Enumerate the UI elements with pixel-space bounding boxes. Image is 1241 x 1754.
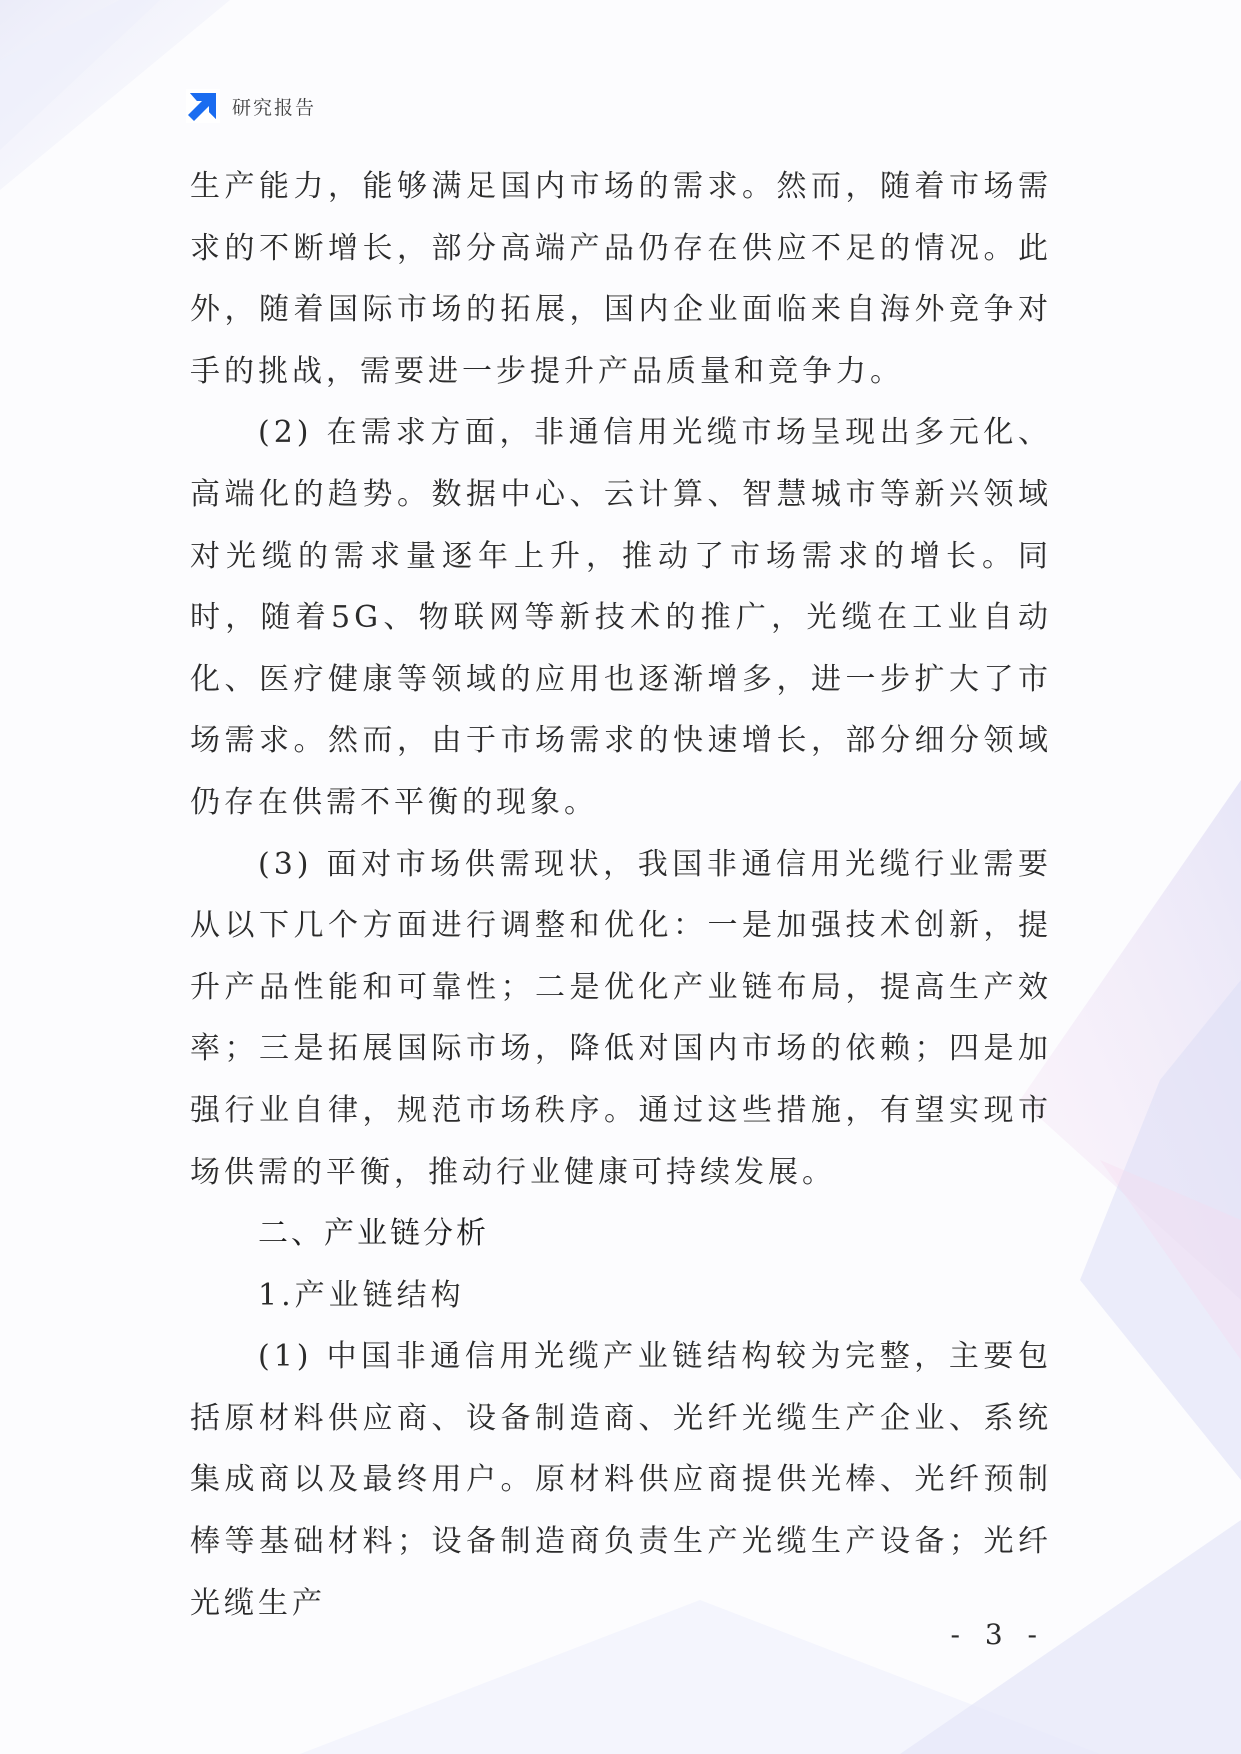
body-paragraph-3: (3) 面对市场供需现状，我国非通信用光缆行业需要从以下几个方面进行调整和优化：一是加强技术创新，提升产品性能和可靠性；二是优化产业链布局，提高生产效率；三是拓展国际市场，降低对国内市场的依赖；四是加强行业自律，规范市场秩序。通过这些措施，有望实现市场供需的平衡，推动行业健康可持续发展。 (190, 846, 1052, 1190)
page-number: - 3 - (950, 1618, 1045, 1651)
arrow-logo-icon (186, 89, 220, 123)
section-heading: 二、产业链分析 (258, 1216, 489, 1252)
document-header (186, 88, 316, 124)
document-body (190, 156, 1052, 1634)
subsection-heading: 1.产业链结构 (258, 1277, 465, 1313)
body-paragraph-4: (1) 中国非通信用光缆产业链结构较为完整，主要包括原材料供应商、设备制造商、光纤光缆生产企业、系统集成商以及最终用户。原材料供应商提供光棒、光纤预制棒等基础材料；设备制造商负责生产光缆生产设备；光纤光缆生产 (190, 1339, 1052, 1621)
report-brand-label: 研究报告 (232, 96, 317, 119)
body-paragraph-2: (2) 在需求方面，非通信用光缆市场呈现出多元化、高端化的趋势。数据中心、云计算、智慧城市等新兴领域对光缆的需求量逐年上升，推动了市场需求的增长。同时，随着5G、物联网等新技术的推广，光缆在工业自动化、医疗健康等领域的应用也逐渐增多，进一步扩大了市场需求。然而，由于市场需求的快速增长，部分细分领域仍存在供需不平衡的现象。 (190, 415, 1052, 820)
body-paragraph-1: 生产能力，能够满足国内市场的需求。然而，随着市场需求的不断增长，部分高端产品仍存在供应不足的情况。此外，随着国际市场的拓展，国内企业面临来自海外竞争对手的挑战，需要进一步提升产品质量和竞争力。 (190, 169, 1052, 389)
